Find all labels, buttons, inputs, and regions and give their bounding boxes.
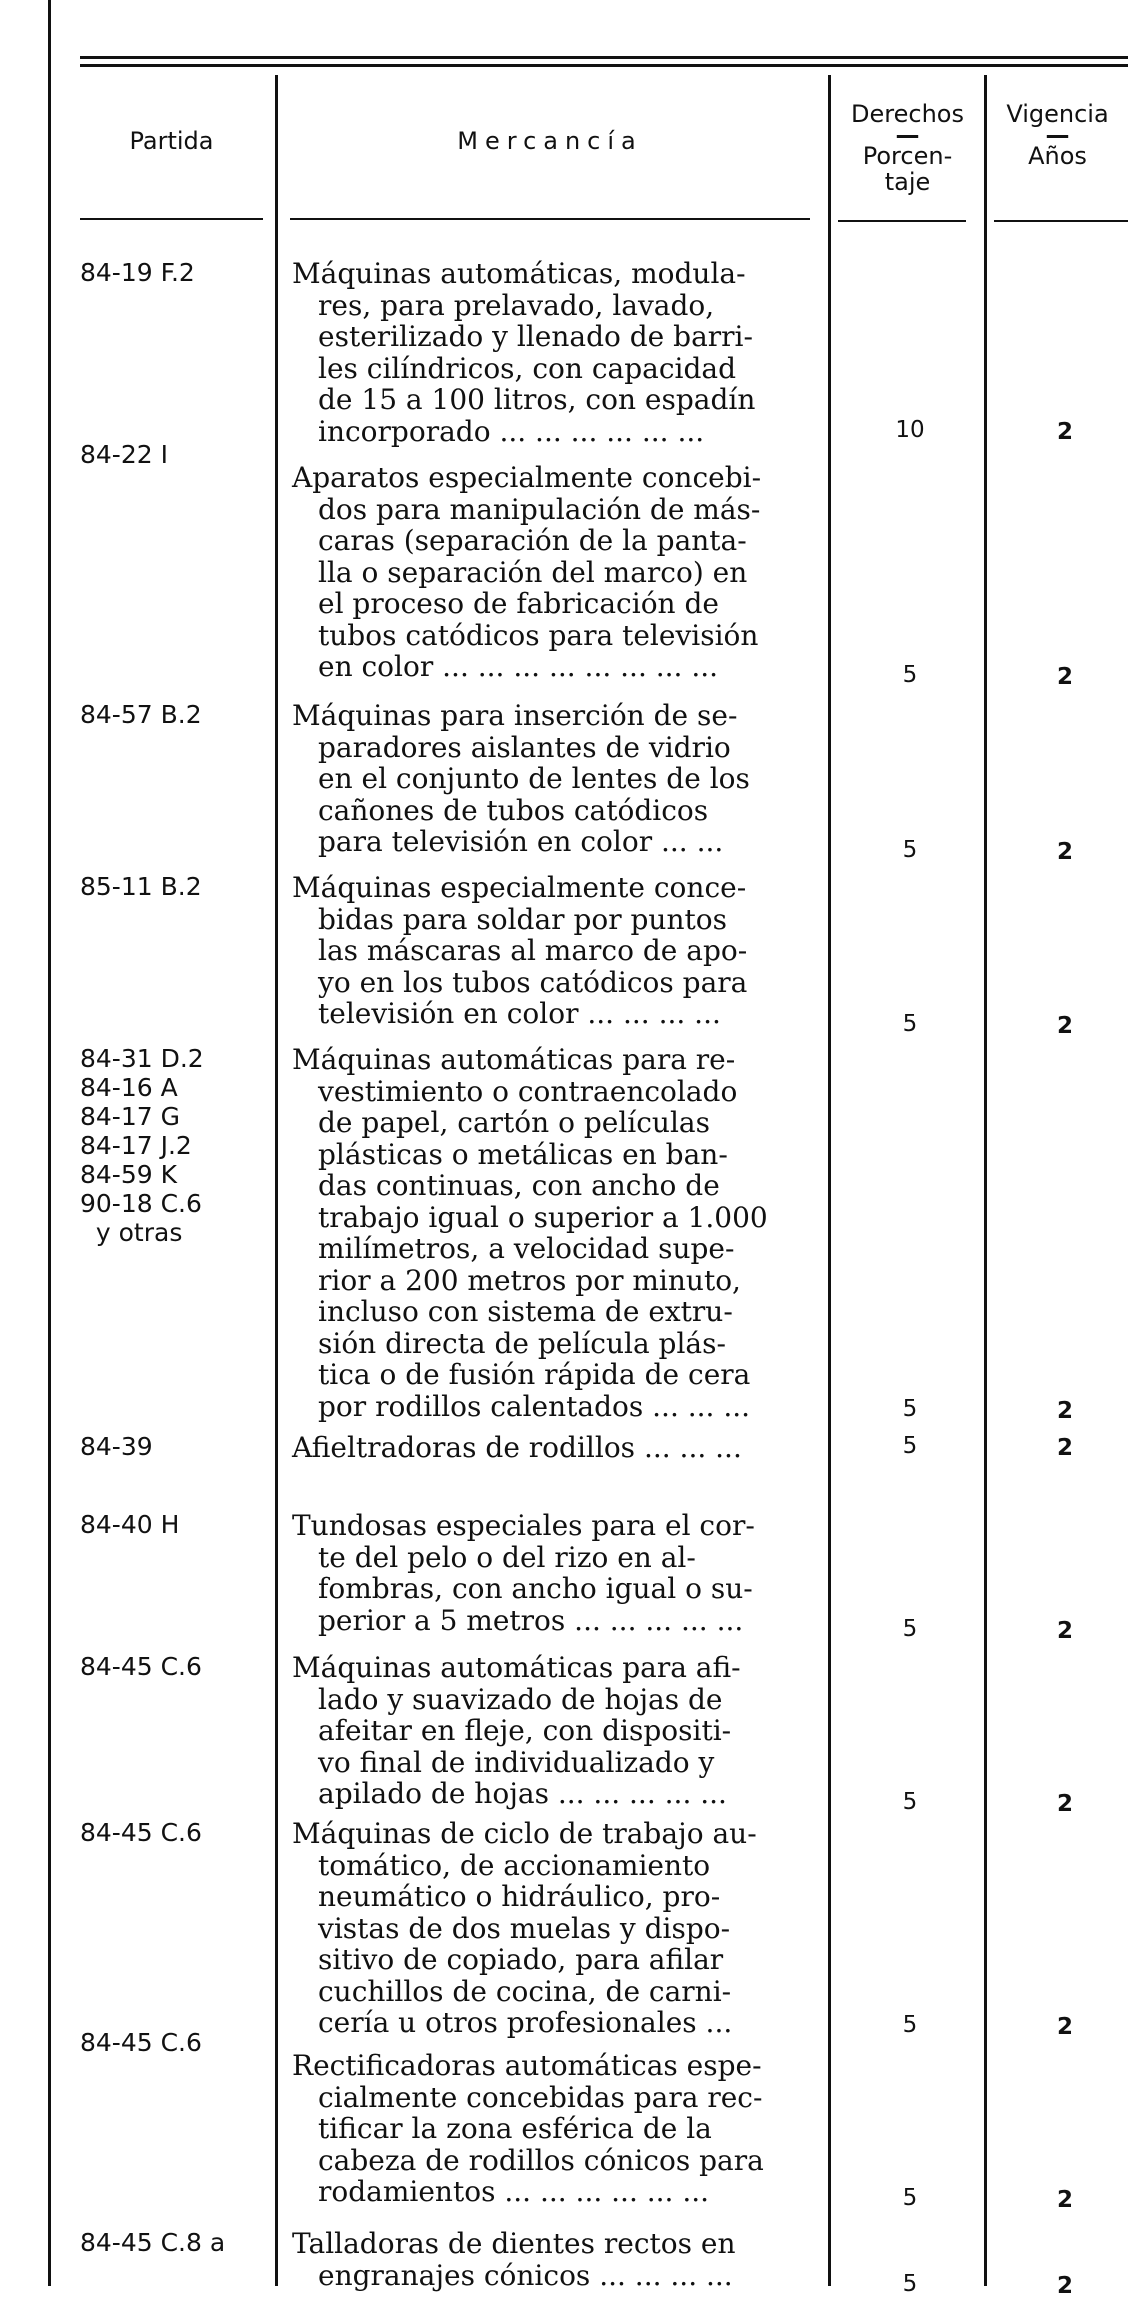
- header-derechos-label: Derechos: [851, 100, 964, 128]
- description-line: Máquinas especialmente conce-: [292, 871, 747, 904]
- column-divider-3: [984, 75, 987, 2286]
- description-line: Aparatos especialmente concebi-: [292, 461, 762, 494]
- partida-codes: 84-45 C.6: [80, 2028, 202, 2057]
- mercancia-description: [292, 2228, 810, 2291]
- description-line: rior a 200 metros por minuto,: [318, 1263, 741, 1297]
- mercancia-description: [292, 872, 810, 1030]
- header-underline-mercancia: [290, 218, 810, 220]
- description-line: neumático o hidráulico, pro-: [318, 1880, 721, 1913]
- mercancia-description: [292, 1652, 810, 1810]
- description-line: vestimiento o contraencolado: [318, 1074, 738, 1108]
- description-line: Máquinas automáticas para afi-: [292, 1651, 741, 1684]
- description-line: perior a 5 metros ... ... ... ... ...: [318, 1603, 744, 1637]
- description-line: yo en los tubos catódicos para: [318, 965, 748, 999]
- top-double-rule-upper: [80, 56, 1128, 59]
- description-line: Máquinas para inserción de se-: [292, 699, 738, 732]
- description-line: esterilizado y llenado de barri-: [318, 320, 753, 353]
- partida-codes: 84-39: [80, 1432, 153, 1461]
- description-line: incluso con sistema de extru-: [318, 1295, 733, 1328]
- vigencia-value: 2: [1056, 1791, 1073, 1817]
- derechos-value: 10: [895, 416, 925, 443]
- description-line: en el conjunto de lentes de los: [318, 762, 750, 795]
- derechos-value: 5: [902, 1789, 918, 1815]
- partida-codes: 84-45 C.6: [80, 1818, 202, 1847]
- partida-codes: 84-45 C.6: [80, 1652, 202, 1681]
- description-line: cería u otros profesionales ...: [318, 2006, 733, 2039]
- description-line: bidas para soldar por puntos: [318, 902, 727, 936]
- description-line: milímetros, a velocidad supe-: [318, 1232, 735, 1265]
- description-line: das continuas, con ancho de: [318, 1169, 720, 1202]
- mercancia-description: [292, 1044, 810, 1422]
- partida-codes: 84-45 C.8 a: [80, 2228, 226, 2257]
- description-line: por rodillos calentados ... ... ...: [318, 1389, 751, 1423]
- derechos-value: 5: [902, 662, 918, 688]
- partida-codes: 84-22 I: [80, 440, 168, 469]
- description-line: dos para manipulación de más-: [318, 492, 761, 526]
- derechos-value: 5: [902, 1011, 918, 1037]
- header-vigencia: [987, 100, 1128, 170]
- column-divider-2: [828, 75, 831, 2286]
- vigencia-value: 2: [1056, 1013, 1073, 1039]
- description-line: paradores aislantes de vidrio: [318, 730, 731, 764]
- vigencia-value: 2: [1056, 2272, 1073, 2299]
- description-line: Afieltradoras de rodillos ... ... ...: [292, 1431, 742, 1464]
- header-underline-derechos: [838, 220, 966, 222]
- description-line: les cilíndricos, con capacidad: [318, 351, 736, 385]
- vigencia-value: 2: [1056, 1617, 1073, 1644]
- description-line: vo final de individualizado y: [318, 1745, 715, 1779]
- description-line: rodamientos ... ... ... ... ... ...: [318, 2175, 710, 2208]
- description-line: incorporado ... ... ... ... ... ...: [318, 414, 705, 448]
- description-line: caras (separación de la panta-: [318, 524, 747, 557]
- vigencia-value: 2: [1056, 664, 1073, 690]
- description-line: Máquinas de ciclo de trabajo au-: [292, 1817, 757, 1850]
- description-line: trabajo igual o superior a 1.000: [318, 1200, 768, 1234]
- derechos-value: 5: [902, 1615, 918, 1642]
- header-derechos: [831, 100, 984, 194]
- header-underline-vigencia: [994, 220, 1128, 222]
- description-line: afeitar en fleje, con dispositi-: [318, 1714, 732, 1747]
- description-line: cuchillos de cocina, de carni-: [318, 1974, 732, 2008]
- description-line: tomático, de accionamiento: [318, 1848, 711, 1882]
- partida-codes: 85-11 B.2: [80, 872, 202, 901]
- description-line: vistas de dos muelas y dispo-: [318, 1911, 731, 1945]
- description-line: plásticas o metálicas en ban-: [318, 1137, 728, 1171]
- description-line: cialmente concebidas para rec-: [318, 2080, 763, 2114]
- description-line: Rectificadoras automáticas espe-: [292, 2049, 762, 2082]
- description-line: lado y suavizado de hojas de: [318, 1682, 723, 1716]
- header-derechos-dash: —: [895, 121, 920, 149]
- header-porcentaje-line2: taje: [884, 168, 931, 196]
- description-line: Talladoras de dientes rectos en: [292, 2227, 736, 2260]
- mercancia-description: [292, 700, 810, 858]
- description-line: tubos catódicos para televisión: [318, 618, 759, 652]
- derechos-value: 5: [902, 2185, 918, 2211]
- header-underline-partida: [80, 218, 263, 220]
- description-line: televisión en color ... ... ... ...: [318, 997, 721, 1030]
- description-line: en color ... ... ... ... ... ... ... ...: [318, 650, 719, 683]
- description-line: Tundosas especiales para el cor-: [292, 1509, 755, 1542]
- description-line: engranajes cónicos ... ... ... ...: [318, 2258, 733, 2292]
- vigencia-value: 2: [1056, 839, 1073, 865]
- partida-codes: 84-57 B.2: [80, 700, 202, 729]
- description-line: lla o separación del marco) en: [318, 555, 748, 589]
- header-anos-label: Años: [1028, 142, 1087, 170]
- description-line: cañones de tubos catódicos: [318, 793, 709, 827]
- header-vigencia-dash: —: [1045, 121, 1070, 149]
- description-line: tica o de fusión rápida de cera: [318, 1358, 751, 1391]
- description-line: de papel, cartón o películas: [318, 1106, 710, 1139]
- header-mercancia: Mercancía: [457, 127, 643, 155]
- header-partida: Partida: [129, 127, 214, 155]
- description-line: apilado de hojas ... ... ... ... ...: [318, 1777, 727, 1810]
- description-line: el proceso de fabricación de: [318, 587, 719, 620]
- left-margin-rule: [48, 0, 51, 2286]
- partida-codes: 84-31 D.2 84-16 A 84-17 G 84-17 J.2 84-59 K 90-18 C.6 y otras: [80, 1044, 204, 1247]
- derechos-value: 5: [902, 2270, 918, 2297]
- mercancia-description: [292, 1818, 810, 2039]
- vigencia-value: 2: [1056, 418, 1073, 445]
- header-vigencia-label: Vigencia: [1006, 100, 1109, 128]
- partida-codes: 84-19 F.2: [80, 258, 195, 287]
- mercancia-description: [292, 258, 810, 447]
- vigencia-value: 2: [1056, 2014, 1073, 2040]
- partida-codes: 84-40 H: [80, 1510, 180, 1539]
- description-line: para televisión en color ... ...: [318, 825, 724, 858]
- description-line: sión directa de película plás-: [318, 1326, 726, 1360]
- top-double-rule-lower: [80, 64, 1128, 67]
- derechos-value: 5: [902, 1395, 918, 1422]
- vigencia-value: 2: [1056, 1435, 1073, 1461]
- column-divider-1: [275, 75, 278, 2286]
- vigencia-value: 2: [1056, 1397, 1073, 1424]
- derechos-value: 5: [902, 837, 918, 863]
- description-line: fombras, con ancho igual o su-: [318, 1572, 753, 1605]
- mercancia-description: [292, 1432, 810, 1464]
- description-line: las máscaras al marco de apo-: [318, 934, 748, 967]
- mercancia-description: [292, 462, 810, 683]
- derechos-value: 5: [902, 1433, 918, 1459]
- description-line: Máquinas automáticas, modula-: [292, 257, 746, 290]
- description-line: Máquinas automáticas para re-: [292, 1043, 736, 1076]
- mercancia-description: [292, 2050, 810, 2208]
- description-line: res, para prelavado, lavado,: [318, 288, 715, 322]
- description-line: te del pelo o del rizo en al-: [318, 1540, 696, 1574]
- header-porcentaje-line1: Porcen-: [862, 142, 953, 170]
- vigencia-value: 2: [1056, 2187, 1073, 2213]
- derechos-value: 5: [902, 2012, 918, 2038]
- description-line: tificar la zona esférica de la: [318, 2112, 712, 2145]
- description-line: de 15 a 100 litros, con espadín: [318, 383, 756, 416]
- mercancia-description: [292, 1510, 810, 1636]
- description-line: cabeza de rodillos cónicos para: [318, 2143, 764, 2177]
- description-line: sitivo de copiado, para afilar: [318, 1943, 724, 1976]
